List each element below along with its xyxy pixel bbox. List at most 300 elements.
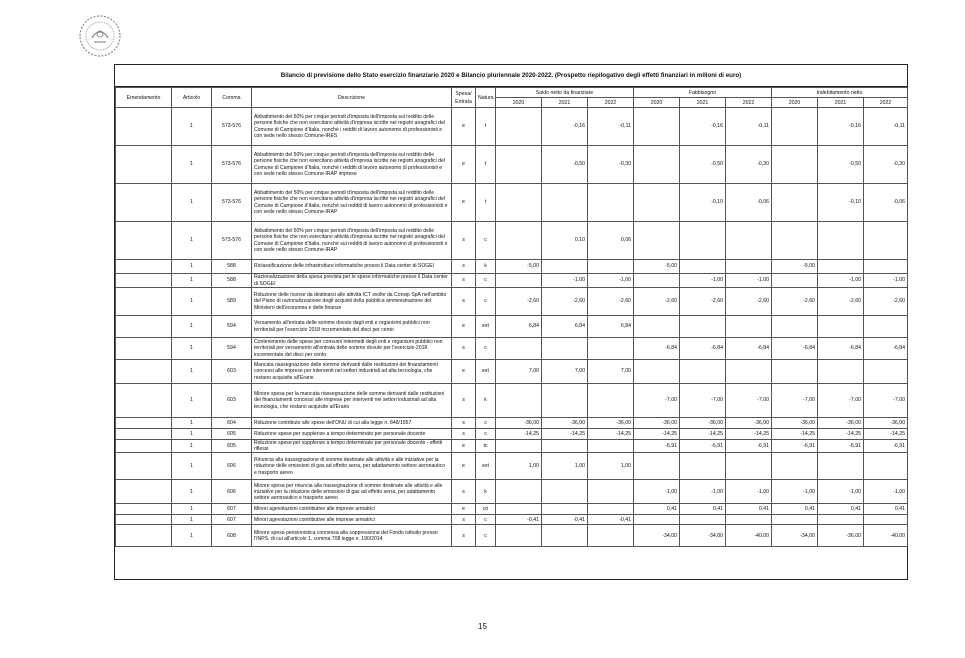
cell-value xyxy=(726,453,772,480)
cell-spesa-entrata: s xyxy=(452,274,476,288)
cell-value xyxy=(726,515,772,525)
cell-value xyxy=(542,184,588,222)
cell-natura: c xyxy=(476,338,496,360)
cell-articolo: 1 xyxy=(172,184,212,222)
cell-value: -34,00 xyxy=(634,525,680,547)
cell-articolo: 1 xyxy=(172,453,212,480)
cell-descrizione: Abbattimento del 50% per cinque periodi d'imposta dell'imposta sul reddito delle persone fisiche che non esercitano attività d'impresa iscritte nei registri anagrafici del Comune di Campione d'Italia, nonché sui redditi di lavoro autonomo di professionisti e con sede nello stesso Comune-IRAP xyxy=(252,222,452,260)
cell-value xyxy=(496,480,542,504)
cell-value xyxy=(496,184,542,222)
cell-value: -0,11 xyxy=(726,108,772,146)
cell-value: -1,00 xyxy=(634,480,680,504)
cell-value: 0,41 xyxy=(818,504,864,515)
cell-articolo: 1 xyxy=(172,316,212,338)
cell-value: -7,00 xyxy=(680,384,726,418)
cell-emendamento xyxy=(116,222,172,260)
cell-value: 0,41 xyxy=(864,504,908,515)
seal-stamp-icon xyxy=(76,12,124,60)
cell-value: -6,91 xyxy=(726,440,772,453)
cell-comma: 607 xyxy=(212,504,252,515)
cell-comma: 607 xyxy=(212,515,252,525)
cell-natura: t xyxy=(476,146,496,184)
cell-value xyxy=(772,316,818,338)
cell-emendamento xyxy=(116,288,172,316)
cell-value xyxy=(726,222,772,260)
cell-articolo: 1 xyxy=(172,360,212,384)
cell-descrizione: Razionalizzazione della spesa prevista per le spese informatiche presso il Data center di SOGEI xyxy=(252,274,452,288)
cell-value xyxy=(634,316,680,338)
cell-spesa-entrata: e xyxy=(452,440,476,453)
cell-value xyxy=(772,184,818,222)
cell-value xyxy=(588,338,634,360)
summary-table-frame xyxy=(114,64,908,580)
cell-spesa-entrata: s xyxy=(452,418,476,429)
cell-value: -0,11 xyxy=(588,108,634,146)
cell-value: 6,84 xyxy=(496,316,542,338)
cell-comma: 573-576 xyxy=(212,146,252,184)
cell-value: -2,60 xyxy=(496,288,542,316)
cell-value: -0,50 xyxy=(680,146,726,184)
cell-value: -0,30 xyxy=(588,146,634,184)
cell-value xyxy=(496,525,542,547)
cell-value: -0,41 xyxy=(588,515,634,525)
header-year: 2022 xyxy=(726,98,772,108)
cell-value: -0,30 xyxy=(864,146,908,184)
cell-value xyxy=(588,184,634,222)
cell-value: -7,00 xyxy=(772,384,818,418)
cell-value xyxy=(634,146,680,184)
cell-spesa-entrata: e xyxy=(452,316,476,338)
cell-value: 7,00 xyxy=(588,360,634,384)
cell-value: -14,25 xyxy=(818,429,864,440)
cell-natura: c xyxy=(476,288,496,316)
cell-value: -36,00 xyxy=(818,525,864,547)
cell-comma: 603 xyxy=(212,384,252,418)
cell-value xyxy=(680,515,726,525)
cell-value xyxy=(864,515,908,525)
cell-spesa-entrata: s xyxy=(452,515,476,525)
cell-descrizione: Riduzione contributo alle spese dell'ONU di cui alla legge n. 848/1957 xyxy=(252,418,452,429)
cell-value: -6,84 xyxy=(726,338,772,360)
cell-value xyxy=(864,316,908,338)
cell-value xyxy=(772,108,818,146)
cell-natura: tc xyxy=(476,440,496,453)
header-year: 2022 xyxy=(588,98,634,108)
cell-comma: 605 xyxy=(212,429,252,440)
cell-value: -34,00 xyxy=(680,525,726,547)
cell-emendamento xyxy=(116,260,172,274)
cell-articolo: 1 xyxy=(172,384,212,418)
cell-value: -14,25 xyxy=(634,429,680,440)
cell-value xyxy=(588,480,634,504)
cell-comma: 604 xyxy=(212,418,252,429)
cell-natura: ext xyxy=(476,360,496,384)
cell-natura: ext xyxy=(476,316,496,338)
cell-comma: 573-576 xyxy=(212,184,252,222)
cell-value xyxy=(864,360,908,384)
cell-emendamento xyxy=(116,316,172,338)
cell-value: -0,30 xyxy=(726,146,772,184)
cell-value xyxy=(588,440,634,453)
cell-value: -14,25 xyxy=(496,429,542,440)
cell-comma: 608 xyxy=(212,525,252,547)
table-row xyxy=(116,316,908,338)
cell-comma: 573-576 xyxy=(212,222,252,260)
cell-value xyxy=(726,316,772,338)
header-year: 2021 xyxy=(680,98,726,108)
cell-value: -36,00 xyxy=(726,418,772,429)
cell-descrizione: Mancata riassegnazione delle somme derivanti dalle restituzioni dei finanziamenti concessi alle imprese per interventi nei settori industriali ad alta tecnologia, che restano acquisite all'Erario xyxy=(252,360,452,384)
cell-value: -0,10 xyxy=(680,184,726,222)
header-year: 2020 xyxy=(772,98,818,108)
cell-value xyxy=(588,525,634,547)
cell-value: -36,00 xyxy=(496,418,542,429)
cell-value: -6,91 xyxy=(818,440,864,453)
cell-value: -7,00 xyxy=(726,384,772,418)
cell-value xyxy=(864,453,908,480)
cell-descrizione: Riclassificazione delle infrastrutture informatiche presso il Data center di SOGEI xyxy=(252,260,452,274)
header-indebitamento: Indebitamento netto xyxy=(772,88,908,98)
cell-value: -1,00 xyxy=(680,480,726,504)
cell-comma: 603 xyxy=(212,360,252,384)
cell-value: -1,00 xyxy=(726,480,772,504)
cell-value: -0,41 xyxy=(542,515,588,525)
cell-emendamento xyxy=(116,384,172,418)
cell-descrizione: Riduzione spese per supplenze a tempo determinato per personale docente xyxy=(252,429,452,440)
cell-value: -36,00 xyxy=(588,418,634,429)
header-year: 2020 xyxy=(496,98,542,108)
header-spesa-entrata: Spesa/ Entrata xyxy=(452,88,476,108)
cell-natura: t xyxy=(476,184,496,222)
cell-articolo: 1 xyxy=(172,288,212,316)
table-row xyxy=(116,418,908,429)
header-year: 2020 xyxy=(634,98,680,108)
header-year: 2021 xyxy=(542,98,588,108)
cell-descrizione: Riduzione delle risorse da destinarsi alle attività ICT svolte da Consip SpA nell'ambito del Piano di razionalizzazione degli acquisti della pubblica amministrazione del Ministero dell'economia e delle finanze xyxy=(252,288,452,316)
cell-value: 0,41 xyxy=(772,504,818,515)
cell-value: -6,84 xyxy=(634,338,680,360)
cell-emendamento xyxy=(116,108,172,146)
cell-natura: c xyxy=(476,222,496,260)
cell-value: -36,00 xyxy=(680,418,726,429)
cell-value: -14,25 xyxy=(726,429,772,440)
cell-value: -6,84 xyxy=(772,338,818,360)
cell-comma: 594 xyxy=(212,316,252,338)
cell-value xyxy=(542,480,588,504)
cell-value: 0,41 xyxy=(680,504,726,515)
cell-value: -2,60 xyxy=(726,288,772,316)
table-title: Bilancio di previsione dello Stato esercizio finanziario 2020 e Bilancio pluriennale 2020-2022. (Prospetto riepilogativo degli effetti finanziari in milioni di euro) xyxy=(115,65,907,87)
table-row xyxy=(116,260,908,274)
cell-natura: k xyxy=(476,480,496,504)
cell-value xyxy=(634,360,680,384)
cell-value: -6,91 xyxy=(772,440,818,453)
cell-descrizione: Abbattimento del 50% per cinque periodi d'imposta dell'imposta sul reddito delle persone fisiche che non esercitano attività d'impresa iscritte nei registri anagrafici del Comune di Campione d'Italia, nonché i redditi di lavoro autonomo di professionisti e con sede nello stesso Comune-IRAP imprese xyxy=(252,146,452,184)
table-row xyxy=(116,525,908,547)
cell-value: -14,25 xyxy=(680,429,726,440)
cell-value: -2,60 xyxy=(588,288,634,316)
cell-value xyxy=(634,184,680,222)
cell-value xyxy=(496,108,542,146)
header-natura: Natura xyxy=(476,88,496,108)
cell-spesa-entrata: e xyxy=(452,504,476,515)
cell-value: -36,00 xyxy=(772,418,818,429)
table-row xyxy=(116,146,908,184)
cell-articolo: 1 xyxy=(172,108,212,146)
table-row xyxy=(116,504,908,515)
cell-emendamento xyxy=(116,504,172,515)
cell-value xyxy=(818,316,864,338)
cell-emendamento xyxy=(116,429,172,440)
cell-value xyxy=(772,274,818,288)
header-saldo: Saldo netto da finanziare xyxy=(496,88,634,98)
cell-descrizione: Abbattimento del 50% per cinque periodi d'imposta dell'imposta sul reddito delle persone fisiche che non esercitano attività d'impresa iscritte nei registri anagrafici del Comune di Campione d'Italia, nonché i redditi di lavoro autonomo di professionisti e con sede nello stesso Comune-IRES xyxy=(252,108,452,146)
cell-spesa-entrata: s xyxy=(452,338,476,360)
cell-emendamento xyxy=(116,515,172,525)
cell-value: -2,60 xyxy=(680,288,726,316)
cell-articolo: 1 xyxy=(172,418,212,429)
cell-value xyxy=(680,360,726,384)
cell-value xyxy=(818,260,864,274)
cell-value: -7,00 xyxy=(634,384,680,418)
cell-value: -0,50 xyxy=(818,146,864,184)
cell-emendamento xyxy=(116,525,172,547)
cell-value: -6,91 xyxy=(864,440,908,453)
cell-value: 0,41 xyxy=(726,504,772,515)
cell-emendamento xyxy=(116,418,172,429)
cell-value xyxy=(818,515,864,525)
cell-value: -34,00 xyxy=(772,525,818,547)
cell-value xyxy=(680,260,726,274)
cell-comma: 588 xyxy=(212,274,252,288)
cell-spesa-entrata: s xyxy=(452,222,476,260)
cell-value xyxy=(542,338,588,360)
cell-value: 1,00 xyxy=(542,453,588,480)
cell-value: -0,16 xyxy=(818,108,864,146)
cell-emendamento xyxy=(116,480,172,504)
cell-value: 6,84 xyxy=(588,316,634,338)
cell-value xyxy=(588,384,634,418)
cell-articolo: 1 xyxy=(172,525,212,547)
cell-natura: c xyxy=(476,429,496,440)
cell-value xyxy=(496,222,542,260)
cell-articolo: 1 xyxy=(172,480,212,504)
cell-value xyxy=(818,453,864,480)
cell-value xyxy=(772,360,818,384)
cell-articolo: 1 xyxy=(172,260,212,274)
cell-articolo: 1 xyxy=(172,222,212,260)
cell-value: 0,41 xyxy=(634,504,680,515)
page-number: 15 xyxy=(478,622,487,631)
cell-articolo: 1 xyxy=(172,146,212,184)
cell-value: -0,16 xyxy=(542,108,588,146)
table-row xyxy=(116,338,908,360)
cell-value: -2,60 xyxy=(818,288,864,316)
cell-natura: k xyxy=(476,384,496,418)
cell-value: -36,00 xyxy=(818,418,864,429)
cell-comma: 605 xyxy=(212,440,252,453)
cell-value xyxy=(864,260,908,274)
cell-natura: k xyxy=(476,260,496,274)
cell-value xyxy=(634,274,680,288)
cell-descrizione: Riduzione spese per supplenze a tempo determinato per personale docente - effetti riflessi xyxy=(252,440,452,453)
cell-value: -5,00 xyxy=(772,260,818,274)
cell-value: -36,00 xyxy=(542,418,588,429)
cell-value: -0,11 xyxy=(864,108,908,146)
cell-value xyxy=(772,515,818,525)
cell-value: 1,00 xyxy=(588,453,634,480)
cell-value: -1,00 xyxy=(818,480,864,504)
cell-value: -14,25 xyxy=(864,429,908,440)
cell-value xyxy=(588,504,634,515)
cell-value: 0,10 xyxy=(542,222,588,260)
cell-value xyxy=(726,260,772,274)
cell-value: -14,25 xyxy=(588,429,634,440)
cell-descrizione: Minore spesa per rinuncia alla riassegnazione di somme destinate alle attività e alle iniziative per la riduzione delle emissioni di gas ad effetto serra, per adattamento settore aeronautico e trasporto aereo xyxy=(252,480,452,504)
table-row xyxy=(116,184,908,222)
cell-value xyxy=(726,360,772,384)
cell-natura: co xyxy=(476,504,496,515)
cell-natura: ext xyxy=(476,453,496,480)
table-row xyxy=(116,384,908,418)
table-row xyxy=(116,440,908,453)
cell-spesa-entrata: s xyxy=(452,384,476,418)
cell-value: -0,06 xyxy=(864,184,908,222)
cell-value: -2,60 xyxy=(634,288,680,316)
cell-spesa-entrata: s xyxy=(452,260,476,274)
table-row xyxy=(116,480,908,504)
cell-value: -0,50 xyxy=(542,146,588,184)
cell-value: -1,00 xyxy=(588,274,634,288)
cell-value xyxy=(818,360,864,384)
cell-comma: 594 xyxy=(212,338,252,360)
cell-value: -0,41 xyxy=(496,515,542,525)
cell-value xyxy=(634,108,680,146)
cell-value: 6,84 xyxy=(542,316,588,338)
cell-emendamento xyxy=(116,440,172,453)
cell-value: -7,00 xyxy=(818,384,864,418)
cell-value: -1,00 xyxy=(680,274,726,288)
cell-value: -7,00 xyxy=(864,384,908,418)
cell-value xyxy=(818,222,864,260)
cell-comma: 606 xyxy=(212,453,252,480)
cell-emendamento xyxy=(116,146,172,184)
cell-value: -40,00 xyxy=(864,525,908,547)
cell-value: -1,00 xyxy=(864,480,908,504)
cell-spesa-entrata: s xyxy=(452,525,476,547)
cell-natura: c xyxy=(476,525,496,547)
cell-value: -2,60 xyxy=(772,288,818,316)
cell-natura: t xyxy=(476,108,496,146)
cell-spesa-entrata: s xyxy=(452,429,476,440)
financial-effects-table xyxy=(115,87,908,547)
cell-value xyxy=(772,222,818,260)
cell-spesa-entrata: e xyxy=(452,146,476,184)
cell-value xyxy=(496,384,542,418)
cell-value: -1,00 xyxy=(542,274,588,288)
table-row xyxy=(116,288,908,316)
cell-value: -1,00 xyxy=(726,274,772,288)
cell-value: -1,00 xyxy=(864,274,908,288)
cell-value xyxy=(496,504,542,515)
cell-value xyxy=(588,260,634,274)
cell-value xyxy=(680,453,726,480)
cell-value xyxy=(680,222,726,260)
header-year: 2021 xyxy=(818,98,864,108)
cell-comma: 573-576 xyxy=(212,108,252,146)
table-row xyxy=(116,108,908,146)
cell-value: -6,91 xyxy=(680,440,726,453)
cell-value: -36,00 xyxy=(634,418,680,429)
cell-spesa-entrata: e xyxy=(452,453,476,480)
cell-emendamento xyxy=(116,274,172,288)
table-row xyxy=(116,453,908,480)
cell-value xyxy=(496,274,542,288)
table-row xyxy=(116,515,908,525)
cell-value: -6,84 xyxy=(818,338,864,360)
cell-descrizione: Contenimento delle spese per consumi intermedi degli enti e organismi pubblici non territoriali per versamento all'entrata delle somme dovute per l'esercizio 2018 incrementate del dieci per cento xyxy=(252,338,452,360)
cell-value: -0,10 xyxy=(818,184,864,222)
cell-descrizione: Minore spesa pensionistica connessa alla soppressione del Fondo istituito presso l'INPS, di cui all'articolo 1, comma 708 legge n. 190/2014 xyxy=(252,525,452,547)
cell-value xyxy=(772,146,818,184)
header-fabbisogno: Fabbisogno xyxy=(634,88,772,98)
header-emendamento: Emendamento xyxy=(116,88,172,108)
cell-value xyxy=(864,222,908,260)
cell-value: -6,84 xyxy=(680,338,726,360)
cell-value xyxy=(772,453,818,480)
cell-spesa-entrata: s xyxy=(452,288,476,316)
cell-value: -14,25 xyxy=(772,429,818,440)
cell-comma: 588 xyxy=(212,260,252,274)
cell-value xyxy=(496,440,542,453)
cell-value: -36,00 xyxy=(864,418,908,429)
cell-value xyxy=(634,515,680,525)
cell-emendamento xyxy=(116,360,172,384)
cell-value: -0,06 xyxy=(726,184,772,222)
cell-emendamento xyxy=(116,453,172,480)
cell-spesa-entrata: e xyxy=(452,360,476,384)
cell-emendamento xyxy=(116,184,172,222)
cell-value: -5,00 xyxy=(496,260,542,274)
cell-value xyxy=(542,384,588,418)
cell-value xyxy=(634,222,680,260)
header-articolo: Articolo xyxy=(172,88,212,108)
cell-descrizione: Minore spesa per la mancata riassegnazione delle somme derivanti dalle restituzioni dei finanziamenti concessi alle imprese per interventi nei settori industriali ad alta tecnologia, che restano acquisite all'Erario xyxy=(252,384,452,418)
cell-value xyxy=(542,525,588,547)
cell-value xyxy=(496,338,542,360)
cell-value xyxy=(542,504,588,515)
cell-value xyxy=(496,146,542,184)
cell-comma: 589 xyxy=(212,288,252,316)
cell-spesa-entrata: e xyxy=(452,108,476,146)
cell-articolo: 1 xyxy=(172,274,212,288)
cell-articolo: 1 xyxy=(172,429,212,440)
cell-natura: c xyxy=(476,515,496,525)
cell-descrizione: Rinuncia alla riassegnazione di somme destinate alle attività e alle iniziative per la riduzione delle emissioni di gas ad effetto serra, per adattamento settore aeronautico e trasporto aereo xyxy=(252,453,452,480)
cell-value: -0,16 xyxy=(680,108,726,146)
cell-value: -40,00 xyxy=(726,525,772,547)
cell-value xyxy=(542,440,588,453)
cell-value: -14,25 xyxy=(542,429,588,440)
cell-value: -2,60 xyxy=(542,288,588,316)
cell-descrizione: Versamento all'entrata delle somme dovute dagli enti e organismi pubblici non territoriali per l'esercizio 2018 incrementate del dieci per cento xyxy=(252,316,452,338)
cell-value: -1,00 xyxy=(818,274,864,288)
header-descrizione: Descrizione xyxy=(252,88,452,108)
cell-value: -2,60 xyxy=(864,288,908,316)
table-row xyxy=(116,429,908,440)
cell-value xyxy=(634,453,680,480)
cell-value: 7,00 xyxy=(496,360,542,384)
